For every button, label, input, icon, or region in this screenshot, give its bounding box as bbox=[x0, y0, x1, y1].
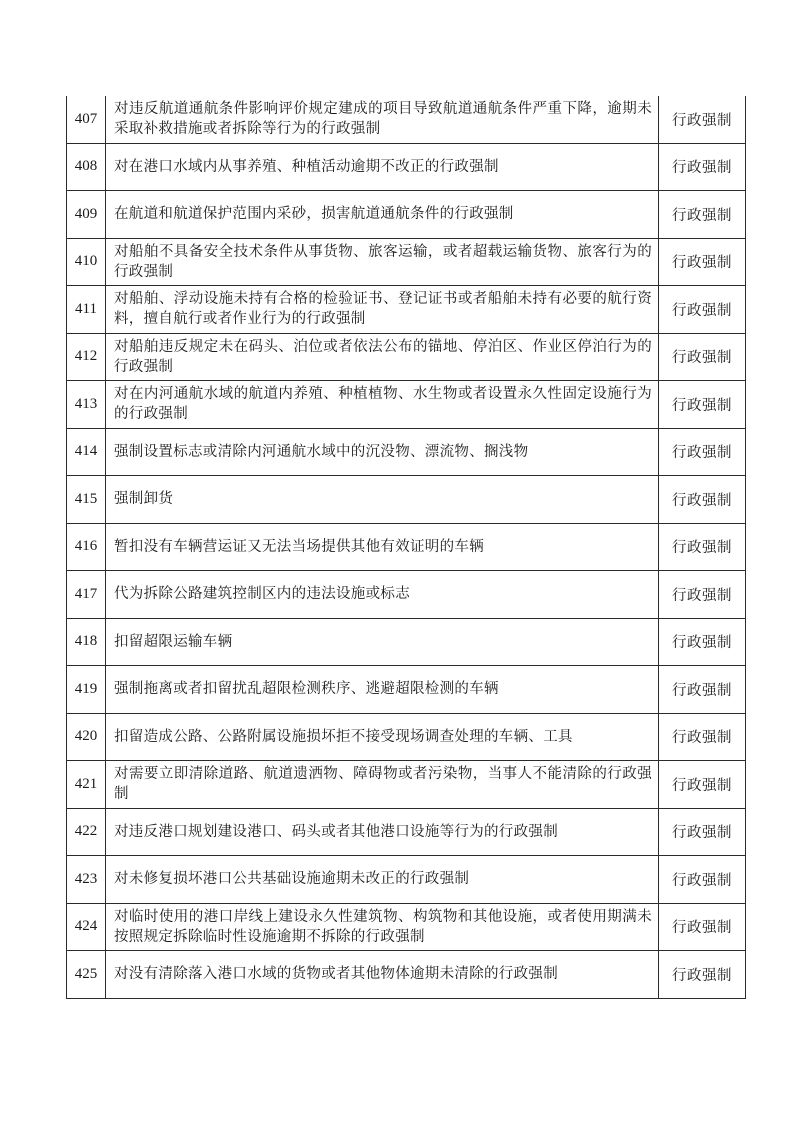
item-category: 行政强制 bbox=[659, 238, 746, 286]
item-description: 强制卸货 bbox=[106, 476, 659, 524]
table-row bbox=[67, 808, 746, 856]
enforcement-items-table bbox=[66, 96, 746, 999]
table-row bbox=[67, 571, 746, 619]
table-row bbox=[67, 286, 746, 334]
item-description: 对在港口水域内从事养殖、种植活动逾期不改正的行政强制 bbox=[106, 143, 659, 191]
item-category: 行政强制 bbox=[659, 428, 746, 476]
item-number: 409 bbox=[67, 191, 106, 239]
item-category: 行政强制 bbox=[659, 523, 746, 571]
item-description: 强制设置标志或清除内河通航水域中的沉没物、漂流物、搁浅物 bbox=[106, 428, 659, 476]
item-number: 415 bbox=[67, 476, 106, 524]
item-number: 412 bbox=[67, 333, 106, 381]
table-row bbox=[67, 381, 746, 429]
item-number: 407 bbox=[67, 96, 106, 143]
item-number: 416 bbox=[67, 523, 106, 571]
item-description: 对在内河通航水域的航道内养殖、种植植物、水生物或者设置永久性固定设施行为的行政强制 bbox=[106, 381, 659, 429]
item-description: 对没有清除落入港口水域的货物或者其他物体逾期未清除的行政强制 bbox=[106, 951, 659, 999]
table-row bbox=[67, 903, 746, 951]
item-number: 419 bbox=[67, 666, 106, 714]
item-category: 行政强制 bbox=[659, 761, 746, 809]
table-row bbox=[67, 666, 746, 714]
item-number: 417 bbox=[67, 571, 106, 619]
item-number: 421 bbox=[67, 761, 106, 809]
item-number: 423 bbox=[67, 856, 106, 904]
item-category: 行政强制 bbox=[659, 381, 746, 429]
item-number: 425 bbox=[67, 951, 106, 999]
table-row bbox=[67, 618, 746, 666]
item-number: 420 bbox=[67, 713, 106, 761]
table-row bbox=[67, 96, 746, 143]
item-number: 411 bbox=[67, 286, 106, 334]
item-category: 行政强制 bbox=[659, 286, 746, 334]
item-category: 行政强制 bbox=[659, 476, 746, 524]
item-category: 行政强制 bbox=[659, 856, 746, 904]
item-category: 行政强制 bbox=[659, 808, 746, 856]
item-number: 410 bbox=[67, 238, 106, 286]
item-category: 行政强制 bbox=[659, 903, 746, 951]
item-category: 行政强制 bbox=[659, 618, 746, 666]
item-number: 413 bbox=[67, 381, 106, 429]
item-description: 对船舶不具备安全技术条件从事货物、旅客运输，或者超载运输货物、旅客行为的行政强制 bbox=[106, 238, 659, 286]
item-category: 行政强制 bbox=[659, 571, 746, 619]
item-description: 对需要立即清除道路、航道遗洒物、障碍物或者污染物，当事人不能清除的行政强制 bbox=[106, 761, 659, 809]
item-description: 对违反港口规划建设港口、码头或者其他港口设施等行为的行政强制 bbox=[106, 808, 659, 856]
table-row bbox=[67, 333, 746, 381]
table-row bbox=[67, 951, 746, 999]
table-row bbox=[67, 428, 746, 476]
table-row bbox=[67, 856, 746, 904]
item-description: 对船舶、浮动设施未持有合格的检验证书、登记证书或者船舶未持有必要的航行资料，擅自航行或者作业行为的行政强制 bbox=[106, 286, 659, 334]
item-number: 424 bbox=[67, 903, 106, 951]
table-row bbox=[67, 191, 746, 239]
table-row bbox=[67, 761, 746, 809]
item-number: 408 bbox=[67, 143, 106, 191]
table-row bbox=[67, 523, 746, 571]
item-description: 代为拆除公路建筑控制区内的违法设施或标志 bbox=[106, 571, 659, 619]
item-category: 行政强制 bbox=[659, 143, 746, 191]
item-description: 强制拖离或者扣留扰乱超限检测秩序、逃避超限检测的车辆 bbox=[106, 666, 659, 714]
item-number: 422 bbox=[67, 808, 106, 856]
item-category: 行政强制 bbox=[659, 96, 746, 143]
item-description: 扣留超限运输车辆 bbox=[106, 618, 659, 666]
item-description: 在航道和航道保护范围内采砂，损害航道通航条件的行政强制 bbox=[106, 191, 659, 239]
item-description: 扣留造成公路、公路附属设施损坏拒不接受现场调查处理的车辆、工具 bbox=[106, 713, 659, 761]
item-category: 行政强制 bbox=[659, 951, 746, 999]
item-number: 414 bbox=[67, 428, 106, 476]
table-row bbox=[67, 143, 746, 191]
item-description: 对违反航道通航条件影响评价规定建成的项目导致航道通航条件严重下降，逾期未采取补救措施或者拆除等行为的行政强制 bbox=[106, 96, 659, 143]
table-row bbox=[67, 238, 746, 286]
item-description: 对船舶违反规定未在码头、泊位或者依法公布的锚地、停泊区、作业区停泊行为的行政强制 bbox=[106, 333, 659, 381]
table-row bbox=[67, 713, 746, 761]
item-category: 行政强制 bbox=[659, 666, 746, 714]
item-category: 行政强制 bbox=[659, 333, 746, 381]
item-category: 行政强制 bbox=[659, 713, 746, 761]
table-row bbox=[67, 476, 746, 524]
item-description: 暂扣没有车辆营运证又无法当场提供其他有效证明的车辆 bbox=[106, 523, 659, 571]
item-category: 行政强制 bbox=[659, 191, 746, 239]
item-description: 对临时使用的港口岸线上建设永久性建筑物、构筑物和其他设施，或者使用期满未按照规定拆除临时性设施逾期不拆除的行政强制 bbox=[106, 903, 659, 951]
item-number: 418 bbox=[67, 618, 106, 666]
item-description: 对未修复损坏港口公共基础设施逾期未改正的行政强制 bbox=[106, 856, 659, 904]
